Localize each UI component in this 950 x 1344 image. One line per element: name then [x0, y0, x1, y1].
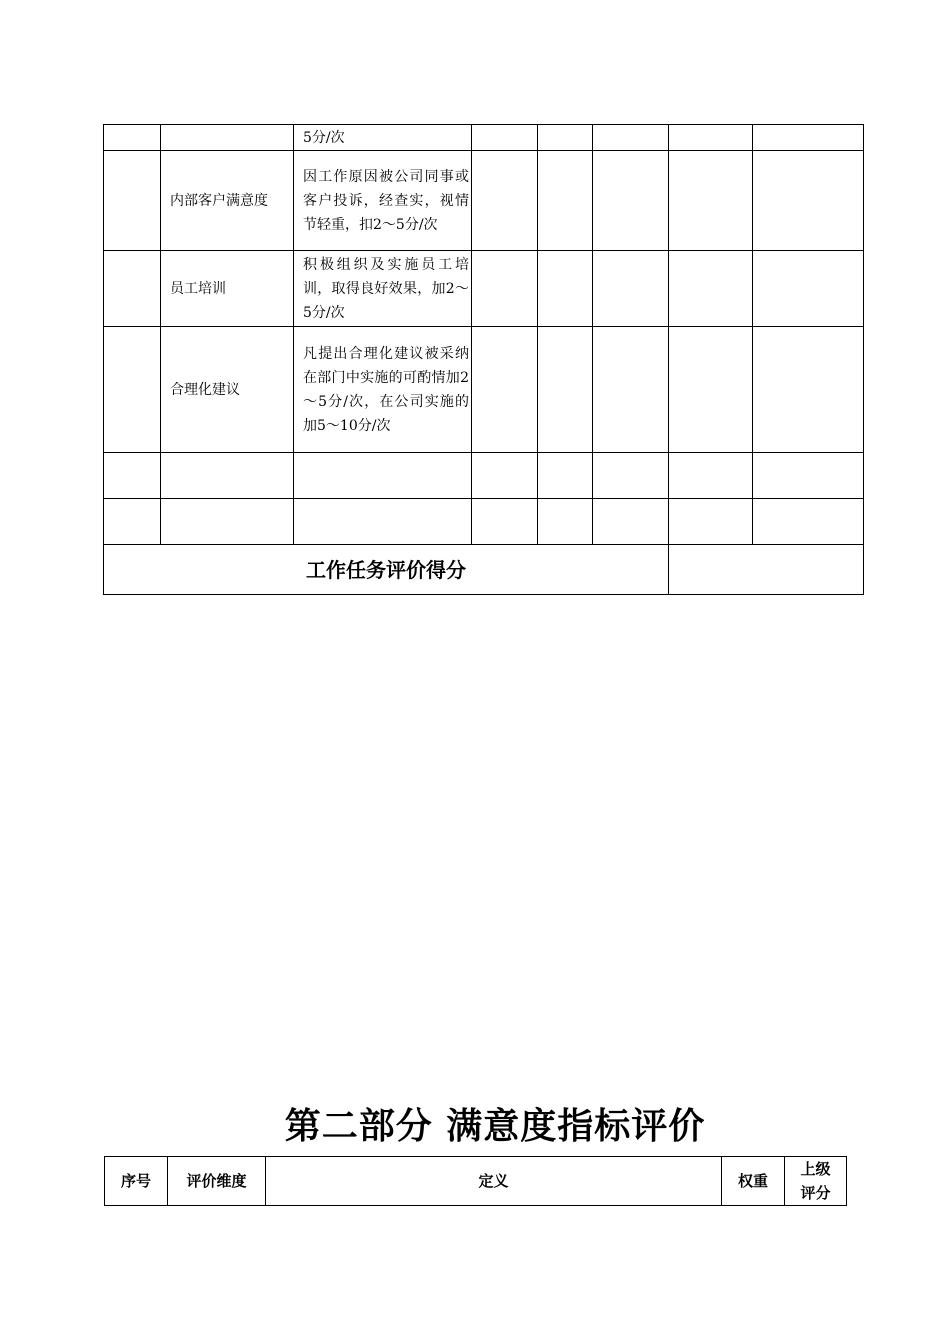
empty-cell [593, 251, 669, 327]
table-row [104, 499, 864, 545]
header-score-line1: 上级 [800, 1160, 831, 1178]
dimension-cell: 合理化建议 [161, 327, 294, 453]
index-cell [104, 151, 161, 251]
empty-cell [538, 151, 593, 251]
empty-cell [669, 453, 753, 499]
empty-cell [593, 125, 669, 151]
empty-cell [669, 251, 753, 327]
table-row [104, 327, 864, 453]
definition-cell [294, 499, 472, 545]
empty-cell [472, 499, 538, 545]
dimension-cell: 员工培训 [161, 251, 294, 327]
empty-cell [538, 499, 593, 545]
section-title: 第二部分 满意度指标评价 [284, 1106, 706, 1147]
empty-cell [753, 453, 864, 499]
empty-cell [472, 453, 538, 499]
definition-cell: 5分/次 [294, 125, 472, 151]
header-score-line2: 评分 [800, 1184, 831, 1202]
header-row [105, 1157, 847, 1206]
empty-cell [538, 453, 593, 499]
definition-cell: 因工作原因被公司同事或客户投诉，经查实，视情节轻重，扣2～5分/次 [294, 151, 472, 251]
index-cell [104, 327, 161, 453]
index-cell [104, 453, 161, 499]
empty-cell [669, 125, 753, 151]
empty-cell [753, 327, 864, 453]
empty-cell [538, 125, 593, 151]
header-weight: 权重 [722, 1157, 785, 1206]
dimension-cell [161, 125, 294, 151]
empty-cell [472, 125, 538, 151]
definition-cell: 积极组织及实施员工培训，取得良好效果，加2～5分/次 [294, 251, 472, 327]
empty-cell [669, 499, 753, 545]
header-supervisor-score [785, 1157, 847, 1206]
empty-cell [472, 151, 538, 251]
empty-cell [669, 151, 753, 251]
empty-cell [593, 151, 669, 251]
empty-cell [593, 453, 669, 499]
empty-cell [753, 125, 864, 151]
header-index: 序号 [105, 1157, 168, 1206]
index-cell [104, 251, 161, 327]
table-row [104, 151, 864, 251]
header-dimension: 评价维度 [168, 1157, 266, 1206]
empty-cell [538, 327, 593, 453]
total-row [104, 545, 864, 595]
total-score-value [669, 545, 864, 595]
empty-cell [593, 499, 669, 545]
dimension-cell: 内部客户满意度 [161, 151, 294, 251]
total-score-label: 工作任务评价得分 [104, 545, 669, 595]
task-evaluation-table [103, 124, 864, 595]
index-cell [104, 125, 161, 151]
empty-cell [753, 251, 864, 327]
empty-cell [669, 327, 753, 453]
table-row [104, 251, 864, 327]
dimension-cell [161, 499, 294, 545]
empty-cell [538, 251, 593, 327]
empty-cell [472, 327, 538, 453]
table-row [104, 125, 864, 151]
dimension-cell [161, 453, 294, 499]
index-cell [104, 499, 161, 545]
empty-cell [472, 251, 538, 327]
table-row [104, 453, 864, 499]
header-definition: 定义 [266, 1157, 722, 1206]
definition-cell: 凡提出合理化建议被采纳在部门中实施的可酌情加2～5分/次，在公司实施的加5～10分/次 [294, 327, 472, 453]
empty-cell [753, 499, 864, 545]
satisfaction-table [104, 1156, 847, 1206]
empty-cell [593, 327, 669, 453]
definition-cell [294, 453, 472, 499]
empty-cell [753, 151, 864, 251]
